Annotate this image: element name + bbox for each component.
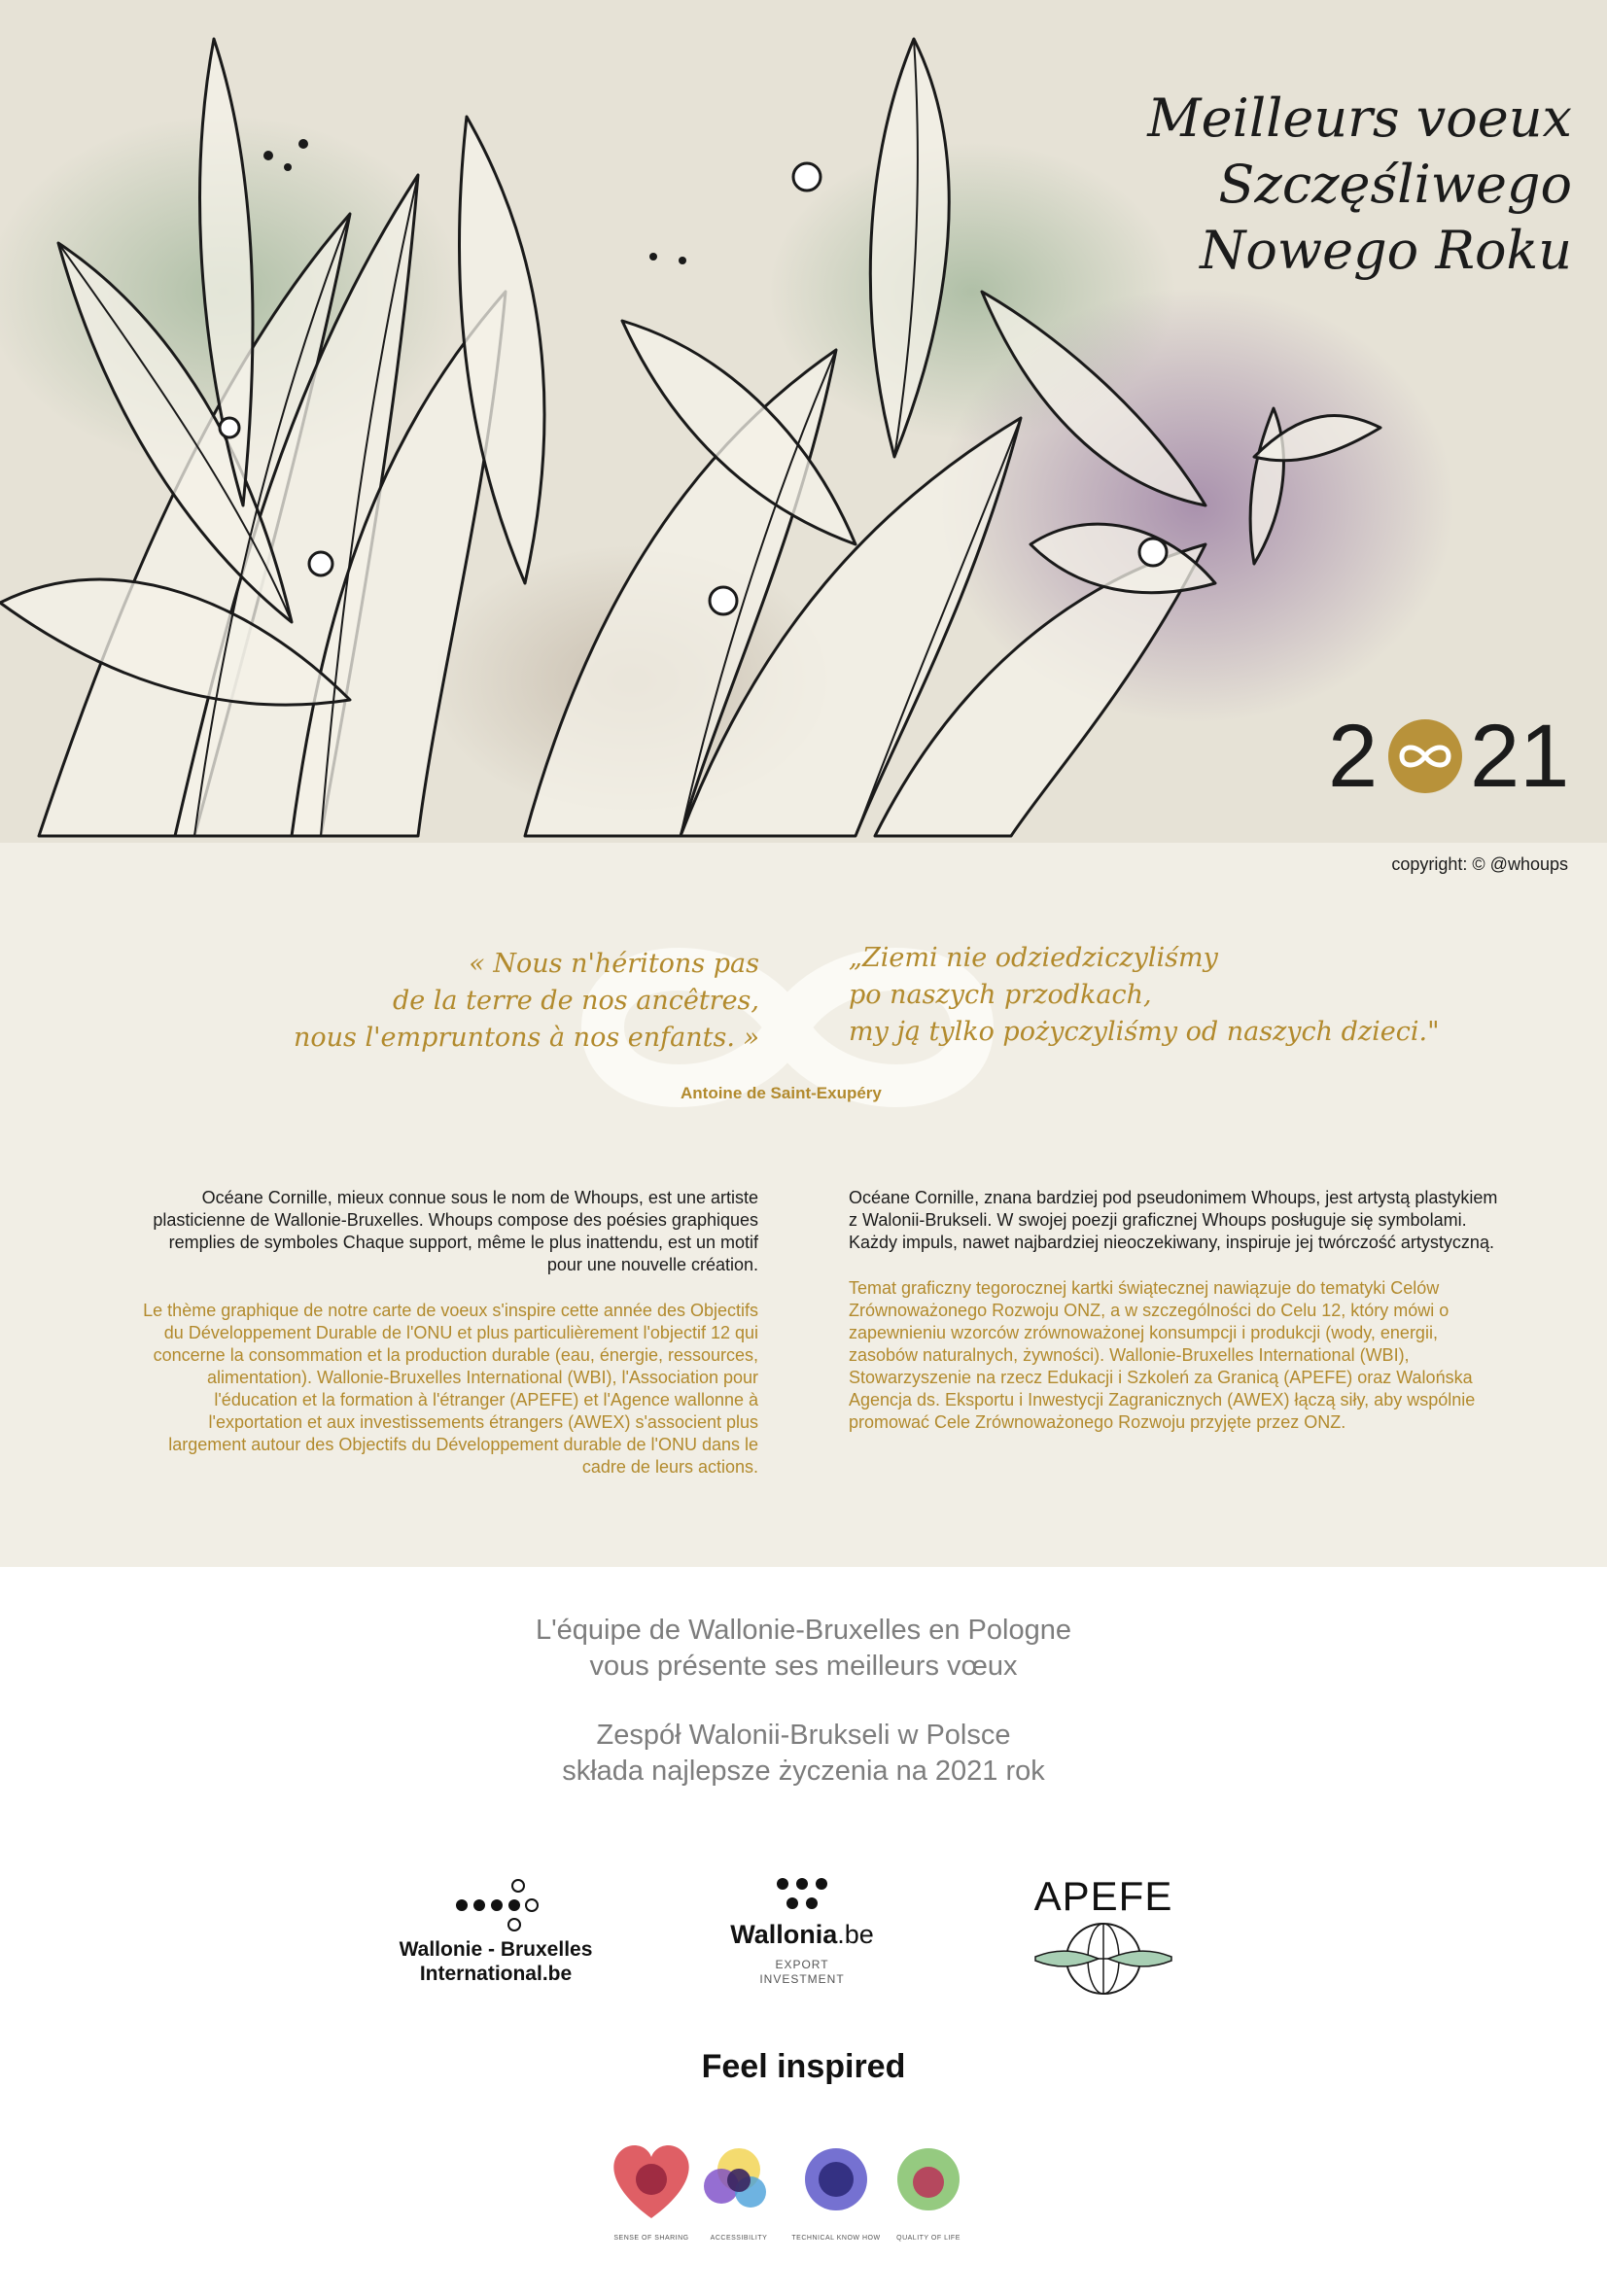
year-prefix: 2 — [1328, 707, 1379, 806]
quality-of-life-icon — [897, 2148, 960, 2210]
apefe-logo — [1001, 1873, 1205, 2004]
footer-section — [0, 1567, 1607, 2296]
quote-pl-line: „Ziemi nie odziedziczyliśmy — [849, 943, 1218, 973]
body-fr-intro-text: , mieux connue sous le nom de Whoups, est une artiste plasticienne de Wallonie-Bruxelles. Whoups compose des poésies graphiques remplies de symboles Chaque support, même le plus inattendu, est un motif pour une nouvelle création. — [153, 1188, 758, 1274]
quote-fr-line: nous l'empruntons à nos enfants. » — [293, 1023, 759, 1053]
title-line-3: Nowego Roku — [1200, 220, 1572, 281]
greeting-pl-line: Zespół Walonii-Brukseli w Polsce — [596, 1720, 1011, 1751]
apefe-name: APEFE — [1033, 1873, 1173, 1919]
text-section — [0, 843, 1607, 1567]
copyright-note: copyright: © @whoups — [1391, 854, 1568, 874]
body-fr-theme: Le thème graphique de notre carte de voeux s'inspire cette année des Objectifs du Développement Durable de l'ONU et plus particulièrement l'objectif 12 qui concerne la consommation et la production durable (eau, énergie, ressources, alimentation). Wallonie-Bruxelles International (WBI), l'Association pour l'éducation et la formation à l'étranger (APEFE) et l'Agence wallonne à l'exportation et aux investissements étrangers (AWEX) s'associent plus largement autour des Objectifs du Développement durable de l'ONU dans le cadre de leurs actions. — [143, 1301, 758, 1477]
quote-pl-line: my ją tylko pożyczyliśmy od naszych dzieci." — [849, 1017, 1440, 1047]
badge-label: TECHNICAL KNOW HOW — [791, 2235, 881, 2242]
wbi-name-line: International.be — [419, 1963, 573, 1985]
badge-label: ACCESSIBILITY — [710, 2235, 768, 2242]
quote-polish — [849, 940, 1481, 1051]
quote-pl-line: po naszych przodkach, — [849, 980, 1152, 1010]
greeting-title — [1147, 86, 1572, 284]
wallonia-main: Wallonia — [730, 1920, 838, 1949]
wbi-dots-icon — [452, 1878, 540, 1932]
greeting-french — [0, 1613, 1607, 1685]
body-fr-intro — [136, 1187, 758, 1276]
title-line-1: Meilleurs voeux — [1147, 87, 1572, 149]
know-how-icon — [805, 2148, 867, 2210]
quote-author: Antoine de Saint-Exupéry — [681, 1084, 882, 1102]
body-polish — [849, 1187, 1510, 1457]
body-pl-intro — [849, 1187, 1510, 1254]
wallonia-tld: .be — [837, 1920, 874, 1949]
artist-name: Océane Cornille — [201, 1188, 328, 1207]
greeting-fr-line: vous présente ses meilleurs vœux — [589, 1651, 1018, 1682]
hero-illustration — [0, 0, 1607, 843]
sharing-heart-icon — [613, 2145, 688, 2218]
greeting-pl-line: składa najlepsze życzenia na 2021 rok — [562, 1756, 1045, 1787]
apefe-globe-icon — [1031, 1920, 1176, 2000]
wallonia-name — [710, 1920, 894, 1950]
badge-label: QUALITY OF LIFE — [896, 2235, 961, 2242]
greeting-polish — [0, 1718, 1607, 1790]
badge-icons — [603, 2126, 992, 2233]
value-badges — [603, 2126, 992, 2272]
wbi-name-line: Wallonie - Bruxelles — [399, 1938, 593, 1961]
body-french — [136, 1187, 758, 1502]
body-pl-intro-text: , znana bardziej pod pseudonimem Whoups, jest artystą plastykiem z Walonii-Brukseli. W swojej poezji graficznej Whoups posługuje się symbolami. Każdy impuls, nawet najbardziej nieoczekiwany, inspiruje jej twórczość artystyczną. — [849, 1188, 1498, 1252]
infinity-circle-icon — [1386, 717, 1464, 795]
wallonia-dots-icon — [773, 1876, 831, 1915]
wallonia-sub-line: INVESTMENT — [759, 1972, 845, 1986]
body-pl-theme: Temat graficzny tegorocznej kartki świątecznej nawiązuje do tematyki Celów Zrównoważonego Rozwoju ONZ, a w szczególności do Celu 12, który mówi o zapewnieniu wzorców zrównoważonej konsumpcji i produkcji (wody, energii, zasobów naturalnych, żywności). Wallonie-Bruxelles International (WBI), Stowarzyszenie na rzecz Edukacji i Szkoleń za Granicą (APEFE) oraz Walońska Agencja ds. Eksportu i Inwestycji Zagranicznych (AWEX) łączą siły, aby wspólnie promować Cele Zrównoważonego Rozwoju przyjęte przez ONZ. — [849, 1278, 1476, 1432]
wallonia-sub-line: EXPORT — [775, 1958, 829, 1971]
wallonia-logo — [710, 1876, 894, 1987]
year-suffix: 21 — [1470, 707, 1570, 806]
wbi-logo — [384, 1878, 608, 1986]
accessibility-icon — [704, 2148, 766, 2208]
greeting-fr-line: L'équipe de Wallonie-Bruxelles en Pologne — [536, 1615, 1071, 1646]
quote-french — [254, 946, 759, 1057]
title-line-2: Szczęśliwego — [1218, 154, 1572, 215]
quote-fr-line: « Nous n'héritons pas — [469, 949, 759, 979]
quote-fr-line: de la terre de nos ancêtres, — [392, 986, 759, 1016]
feel-inspired-slogan: Feel inspired — [701, 2048, 906, 2085]
badge-label: SENSE OF SHARING — [613, 2235, 689, 2242]
year-2021 — [1328, 708, 1581, 805]
artist-name: Océane Cornille — [849, 1188, 975, 1207]
